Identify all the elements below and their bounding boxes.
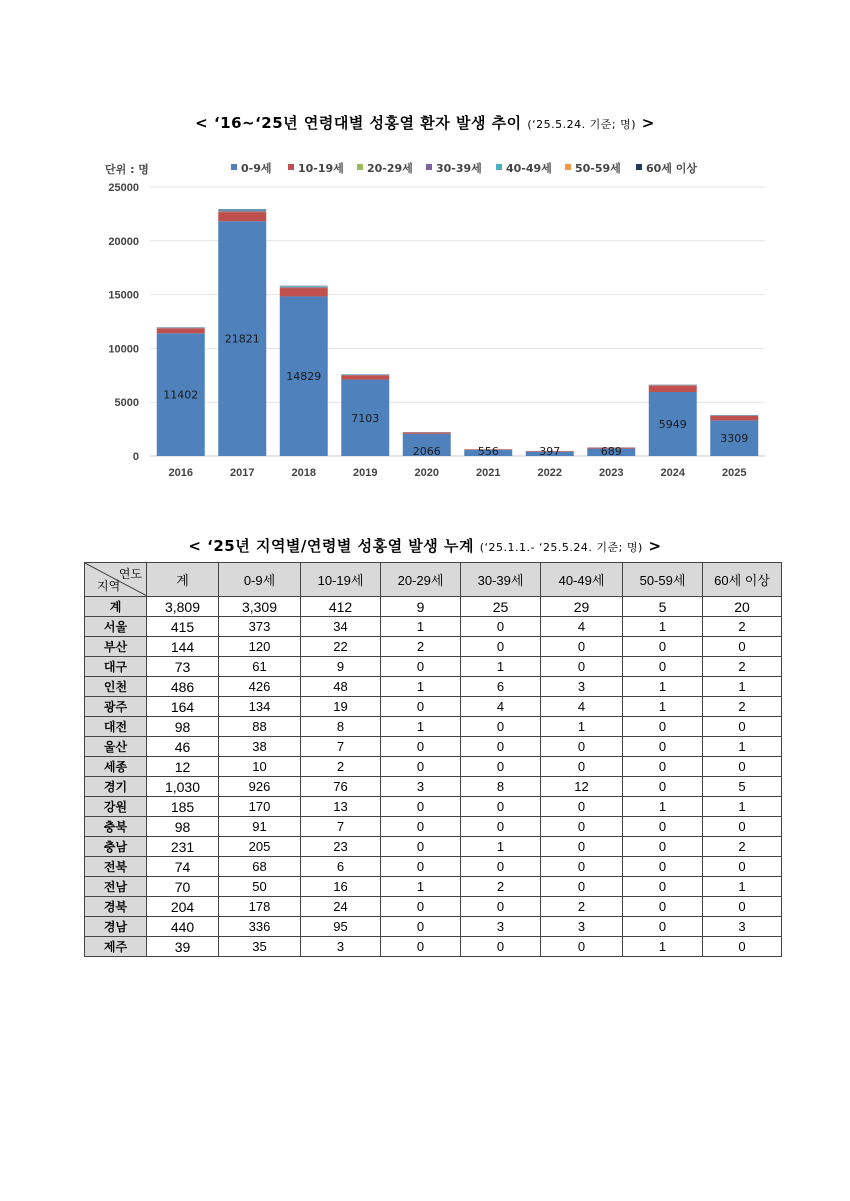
count-cell: 12	[541, 777, 623, 797]
count-cell: 0	[623, 857, 703, 877]
count-cell: 0	[381, 797, 461, 817]
legend-swatch	[565, 164, 571, 170]
count-cell: 2	[461, 877, 541, 897]
count-cell: 16	[301, 877, 381, 897]
chart-title-main: < ‘16~‘25년 연령대별 성홍열 환자 발생 추이	[195, 114, 522, 132]
x-tick-label: 2020	[414, 467, 439, 479]
y-tick-label: 15000	[108, 289, 139, 302]
bar-segment	[710, 416, 758, 420]
count-cell: 13	[301, 797, 381, 817]
y-tick-label: 20000	[108, 235, 139, 248]
count-cell: 0	[461, 737, 541, 757]
count-cell: 0	[381, 817, 461, 837]
count-cell: 9	[301, 657, 381, 677]
count-cell: 24	[301, 897, 381, 917]
count-cell: 8	[301, 717, 381, 737]
count-cell: 20	[703, 597, 782, 617]
x-tick-label: 2024	[660, 467, 685, 479]
total-cell: 231	[147, 837, 219, 857]
table-row	[85, 717, 782, 737]
legend-label: 50-59세	[575, 162, 621, 175]
count-cell: 2	[541, 897, 623, 917]
legend-label: 0-9세	[241, 162, 272, 175]
table-row	[85, 697, 782, 717]
legend-label: 60세 이상	[646, 162, 698, 175]
count-cell: 2	[703, 697, 782, 717]
region-name-cell: 제주	[85, 937, 147, 957]
legend-label: 40-49세	[506, 162, 552, 175]
count-cell: 0	[381, 737, 461, 757]
total-cell: 98	[147, 717, 219, 737]
data-label: 556	[477, 445, 499, 458]
count-cell: 1	[703, 797, 782, 817]
count-cell: 35	[219, 937, 301, 957]
count-cell: 1	[461, 657, 541, 677]
table-title-sub: (‘25.1.1.- ‘25.5.24. 기준; 명)	[479, 541, 643, 554]
region-age-table	[84, 562, 782, 957]
bar-segment	[157, 328, 205, 333]
count-cell: 926	[219, 777, 301, 797]
corner-top-label: 연도	[118, 567, 142, 581]
count-cell: 373	[219, 617, 301, 637]
count-cell: 1	[461, 837, 541, 857]
legend-swatch	[231, 164, 237, 170]
count-cell: 0	[623, 657, 703, 677]
count-cell: 6	[301, 857, 381, 877]
region-name-cell: 계	[85, 597, 147, 617]
count-cell: 7	[301, 737, 381, 757]
total-cell: 144	[147, 637, 219, 657]
chart-title-sub: (‘25.5.24. 기준; 명)	[527, 118, 637, 131]
count-cell: 205	[219, 837, 301, 857]
count-cell: 1	[623, 677, 703, 697]
table-row	[85, 657, 782, 677]
bar-segment	[218, 212, 266, 221]
table-corner-cell	[85, 563, 147, 597]
table-row	[85, 737, 782, 757]
region-name-cell: 울산	[85, 737, 147, 757]
total-cell: 415	[147, 617, 219, 637]
x-tick-label: 2023	[599, 467, 624, 479]
count-cell: 50	[219, 877, 301, 897]
bar-segment	[218, 210, 266, 211]
count-cell: 0	[623, 737, 703, 757]
count-cell: 0	[381, 757, 461, 777]
table-row	[85, 877, 782, 897]
count-cell: 3	[301, 937, 381, 957]
x-tick-label: 2019	[353, 467, 378, 479]
count-cell: 10	[219, 757, 301, 777]
count-cell: 0	[541, 937, 623, 957]
legend-label: 30-39세	[436, 162, 482, 175]
bar-segment	[218, 209, 266, 210]
table-row	[85, 797, 782, 817]
table-row	[85, 817, 782, 837]
total-cell: 486	[147, 677, 219, 697]
count-cell: 1	[381, 877, 461, 897]
count-cell: 2	[703, 657, 782, 677]
count-cell: 0	[381, 837, 461, 857]
count-cell: 0	[541, 757, 623, 777]
count-cell: 0	[381, 697, 461, 717]
count-cell: 1	[703, 737, 782, 757]
region-name-cell: 충북	[85, 817, 147, 837]
count-cell: 0	[623, 817, 703, 837]
legend-swatch	[636, 164, 642, 170]
column-header: 50-59세	[623, 563, 703, 597]
count-cell: 1	[381, 717, 461, 737]
data-label: 11402	[163, 388, 199, 402]
column-header: 30-39세	[461, 563, 541, 597]
unit-label: 단위 : 명	[105, 163, 149, 176]
count-cell: 4	[461, 697, 541, 717]
count-cell: 0	[623, 877, 703, 897]
count-cell: 3	[541, 917, 623, 937]
count-cell: 0	[461, 857, 541, 877]
table-title	[0, 535, 850, 556]
table-title-main: < ‘25년 지역별/연령별 성홍열 발생 누계	[188, 537, 474, 555]
total-cell: 73	[147, 657, 219, 677]
bar-segment	[341, 375, 389, 379]
count-cell: 0	[623, 837, 703, 857]
count-cell: 0	[623, 757, 703, 777]
x-tick-label: 2017	[230, 467, 255, 479]
count-cell: 8	[461, 777, 541, 797]
table-row	[85, 857, 782, 877]
count-cell: 91	[219, 817, 301, 837]
count-cell: 1	[541, 717, 623, 737]
bar-segment	[649, 386, 697, 392]
count-cell: 38	[219, 737, 301, 757]
x-tick-label: 2025	[722, 467, 747, 479]
region-name-cell: 대구	[85, 657, 147, 677]
legend-label: 20-29세	[367, 162, 413, 175]
count-cell: 0	[461, 817, 541, 837]
x-tick-label: 2022	[537, 467, 562, 479]
table-row	[85, 617, 782, 637]
count-cell: 0	[703, 897, 782, 917]
chart-title	[0, 112, 850, 133]
data-label: 7103	[351, 411, 380, 425]
count-cell: 0	[541, 737, 623, 757]
count-cell: 0	[381, 657, 461, 677]
count-cell: 0	[541, 657, 623, 677]
region-name-cell: 강원	[85, 797, 147, 817]
count-cell: 4	[541, 697, 623, 717]
count-cell: 29	[541, 597, 623, 617]
bar-segment	[403, 432, 451, 433]
count-cell: 95	[301, 917, 381, 937]
count-cell: 0	[703, 637, 782, 657]
count-cell: 1	[703, 877, 782, 897]
total-cell: 70	[147, 877, 219, 897]
count-cell: 68	[219, 857, 301, 877]
y-tick-label: 10000	[108, 343, 139, 356]
total-cell: 12	[147, 757, 219, 777]
count-cell: 1	[623, 797, 703, 817]
total-cell: 164	[147, 697, 219, 717]
count-cell: 2	[381, 637, 461, 657]
legend-swatch	[288, 164, 294, 170]
count-cell: 178	[219, 897, 301, 917]
column-header: 20-29세	[381, 563, 461, 597]
region-name-cell: 전남	[85, 877, 147, 897]
legend-label: 10-19세	[298, 162, 344, 175]
corner-bottom-label: 지역	[97, 579, 121, 593]
region-name-cell: 인천	[85, 677, 147, 697]
table-row	[85, 637, 782, 657]
count-cell: 34	[301, 617, 381, 637]
count-cell: 0	[461, 637, 541, 657]
x-tick-label: 2016	[168, 467, 193, 479]
region-name-cell: 광주	[85, 697, 147, 717]
count-cell: 88	[219, 717, 301, 737]
region-name-cell: 경기	[85, 777, 147, 797]
count-cell: 3	[461, 917, 541, 937]
count-cell: 22	[301, 637, 381, 657]
count-cell: 3	[541, 677, 623, 697]
count-cell: 0	[461, 757, 541, 777]
count-cell: 0	[703, 717, 782, 737]
region-name-cell: 전북	[85, 857, 147, 877]
total-cell: 440	[147, 917, 219, 937]
count-cell: 0	[381, 917, 461, 937]
count-cell: 0	[623, 777, 703, 797]
count-cell: 3	[703, 917, 782, 937]
count-cell: 0	[541, 877, 623, 897]
table-row	[85, 757, 782, 777]
region-name-cell: 세종	[85, 757, 147, 777]
legend-swatch	[426, 164, 432, 170]
count-cell: 426	[219, 677, 301, 697]
total-cell: 204	[147, 897, 219, 917]
column-header: 60세 이상	[703, 563, 782, 597]
count-cell: 0	[623, 917, 703, 937]
count-cell: 0	[381, 897, 461, 917]
count-cell: 0	[541, 837, 623, 857]
count-cell: 0	[703, 857, 782, 877]
total-cell: 74	[147, 857, 219, 877]
count-cell: 0	[461, 897, 541, 917]
count-cell: 5	[703, 777, 782, 797]
legend-swatch	[496, 164, 502, 170]
count-cell: 7	[301, 817, 381, 837]
column-header: 40-49세	[541, 563, 623, 597]
data-label: 397	[539, 445, 561, 458]
y-tick-label: 25000	[108, 182, 139, 194]
count-cell: 2	[301, 757, 381, 777]
count-cell: 23	[301, 837, 381, 857]
data-label: 14829	[286, 370, 322, 384]
count-cell: 6	[461, 677, 541, 697]
table-header-row	[85, 563, 782, 597]
count-cell: 19	[301, 697, 381, 717]
count-cell: 0	[461, 717, 541, 737]
table-row	[85, 677, 782, 697]
legend-swatch	[357, 164, 363, 170]
table-title-end: >	[648, 537, 662, 555]
count-cell: 1	[381, 677, 461, 697]
total-cell: 98	[147, 817, 219, 837]
table-body	[85, 597, 782, 957]
y-tick-label: 5000	[114, 397, 139, 410]
count-cell: 2	[703, 617, 782, 637]
column-header: 10-19세	[301, 563, 381, 597]
count-cell: 4	[541, 617, 623, 637]
count-cell: 1	[703, 677, 782, 697]
count-cell: 412	[301, 597, 381, 617]
count-cell: 3,309	[219, 597, 301, 617]
table-row	[85, 917, 782, 937]
count-cell: 0	[541, 637, 623, 657]
bar-segment	[280, 287, 328, 288]
region-name-cell: 경북	[85, 897, 147, 917]
count-cell: 0	[541, 797, 623, 817]
count-cell: 61	[219, 657, 301, 677]
data-label: 21821	[224, 332, 260, 346]
count-cell: 120	[219, 637, 301, 657]
total-cell: 1,030	[147, 777, 219, 797]
count-cell: 1	[381, 617, 461, 637]
count-cell: 0	[703, 937, 782, 957]
count-cell: 0	[381, 857, 461, 877]
count-cell: 0	[461, 797, 541, 817]
count-cell: 1	[623, 617, 703, 637]
count-cell: 9	[381, 597, 461, 617]
count-cell: 25	[461, 597, 541, 617]
count-cell: 0	[541, 817, 623, 837]
data-label: 2066	[412, 445, 441, 458]
column-header: 계	[147, 563, 219, 597]
table-row	[85, 777, 782, 797]
table-row	[85, 937, 782, 957]
count-cell: 0	[541, 857, 623, 877]
count-cell: 0	[623, 637, 703, 657]
column-header: 0-9세	[219, 563, 301, 597]
count-cell: 170	[219, 797, 301, 817]
region-name-cell: 서울	[85, 617, 147, 637]
count-cell: 5	[623, 597, 703, 617]
total-cell: 185	[147, 797, 219, 817]
count-cell: 0	[381, 937, 461, 957]
table-row	[85, 837, 782, 857]
count-cell: 0	[703, 757, 782, 777]
count-cell: 336	[219, 917, 301, 937]
bar-segment	[280, 286, 328, 287]
data-label: 5949	[658, 417, 687, 431]
count-cell: 2	[703, 837, 782, 857]
data-label: 3309	[720, 432, 749, 446]
data-label: 689	[600, 445, 622, 458]
count-cell: 1	[623, 937, 703, 957]
count-cell: 76	[301, 777, 381, 797]
bar-segment	[280, 288, 328, 296]
chart-title-end: >	[641, 114, 655, 132]
count-cell: 3	[381, 777, 461, 797]
region-name-cell: 충남	[85, 837, 147, 857]
x-tick-label: 2018	[291, 467, 316, 479]
stacked-bar-chart	[0, 150, 850, 490]
region-name-cell: 부산	[85, 637, 147, 657]
count-cell: 0	[461, 937, 541, 957]
region-name-cell: 대전	[85, 717, 147, 737]
count-cell: 0	[623, 717, 703, 737]
bar-segment	[157, 328, 205, 329]
count-cell: 1	[623, 697, 703, 717]
x-tick-label: 2021	[476, 467, 501, 479]
count-cell: 0	[703, 817, 782, 837]
count-cell: 0	[461, 617, 541, 637]
total-cell: 46	[147, 737, 219, 757]
table-row	[85, 897, 782, 917]
count-cell: 48	[301, 677, 381, 697]
region-name-cell: 경남	[85, 917, 147, 937]
table-total-row	[85, 597, 782, 617]
count-cell: 134	[219, 697, 301, 717]
count-cell: 0	[623, 897, 703, 917]
y-tick-label: 0	[132, 451, 139, 463]
total-cell: 3,809	[147, 597, 219, 617]
total-cell: 39	[147, 937, 219, 957]
